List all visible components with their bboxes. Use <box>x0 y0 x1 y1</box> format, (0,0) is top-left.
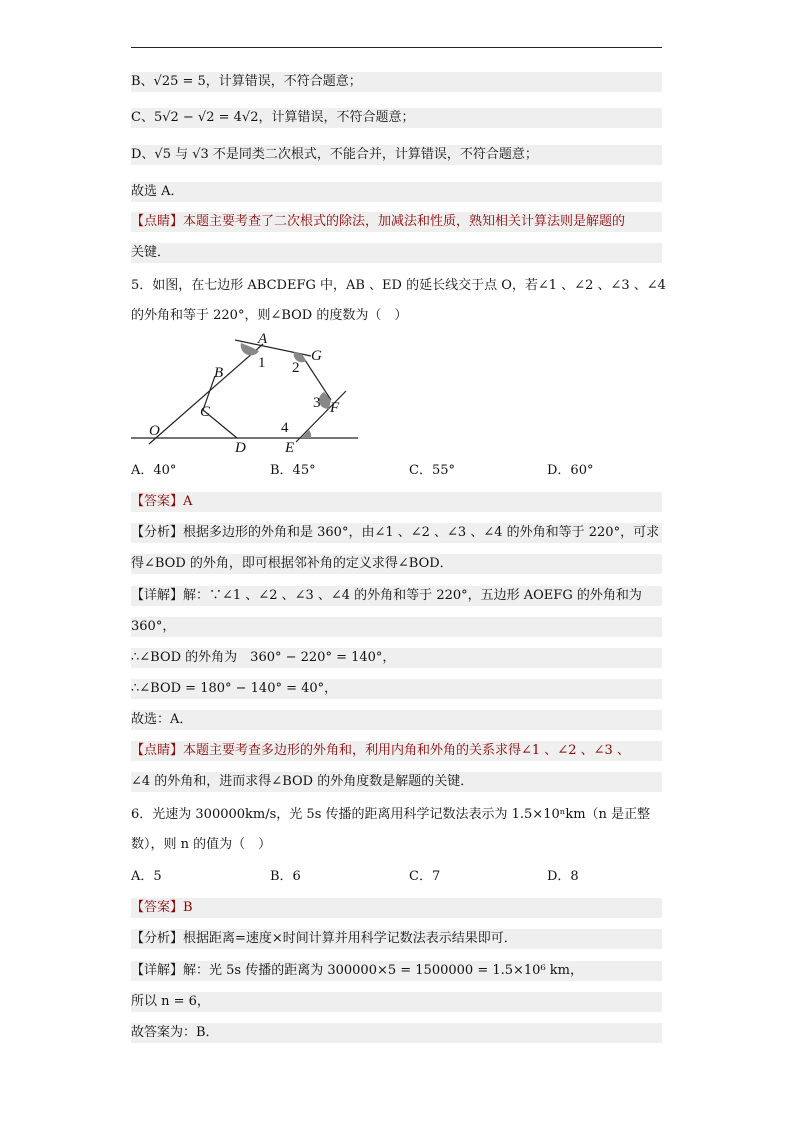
analysis-q5-line1: 【分析】根据多边形的外角和是 360°，由∠1 、∠2 、∠3 、∠4 的外角和等于 220°，可求 <box>131 523 662 543</box>
label-g: G <box>311 348 322 364</box>
question-6-line2: 数），则 n 的值为（ ） <box>131 837 272 852</box>
question-6-line1: 6．光速为 300000km/s，光 5s 传播的距离用科学记数法表示为 1.5×10ⁿkm（n 是正整 <box>131 807 651 822</box>
note-q4-line2: 关键． <box>131 243 662 263</box>
q6-option-c: C．7 <box>409 869 441 884</box>
q5-option-c: C．55° <box>409 463 455 478</box>
q5-option-a: A．40° <box>131 463 177 478</box>
detail-q6-line2: 所以 n = 6， <box>131 992 662 1012</box>
label-b: B <box>214 365 224 381</box>
q5-option-d: D．60° <box>547 463 594 478</box>
label-a: A <box>258 331 268 347</box>
answer-q6: 【答案】B <box>131 898 662 918</box>
header-rule <box>131 47 662 48</box>
answer-q5: 【答案】A <box>131 492 662 512</box>
detail-q5-line1: 【详解】解：∵∠1 、∠2 、∠3 、∠4 的外角和等于 220°，五边形 AOEFG 的外角和为 <box>131 586 662 606</box>
label-f: F <box>330 400 340 416</box>
detail-q6-line1: 【详解】解：光 5s 传播的距离为 300000×5 = 1500000 = 1.5×10⁶ km， <box>131 961 662 981</box>
option-d-explanation: D、√5 与 √3 不是同类二次根式，不能合并，计算错误，不符合题意； <box>131 145 662 165</box>
q6-option-a: A．5 <box>131 869 162 884</box>
option-b-explanation: B、√25 = 5，计算错误，不符合题意； <box>131 72 662 92</box>
detail-q5-line3: ∴∠BOD 的外角为 360° − 220° = 140°， <box>131 648 662 668</box>
q6-option-d: D．8 <box>547 869 579 884</box>
detail-q5-line2: 360°， <box>131 617 662 637</box>
q5-option-b: B．45° <box>270 463 316 478</box>
question-5-line2: 的外角和等于 220°，则∠BOD 的度数为（ ） <box>131 308 408 323</box>
note-q5-line2: ∠4 的外角和，进而求得∠BOD 的外角度数是解题的关键． <box>131 772 662 792</box>
question-5-line1: 5．如图，在七边形 ABCDEFG 中，AB 、ED 的延长线交于点 O，若∠1 、∠2 、∠3 、∠4 <box>131 278 666 293</box>
line-oa <box>149 344 263 444</box>
detail-q6-line3: 故答案为：B． <box>131 1023 662 1043</box>
label-4: 4 <box>281 420 289 436</box>
note-q4-line1: 【点睛】本题主要考查了二次根式的除法，加减法和性质，熟知相关计算法则是解题的 <box>131 212 662 232</box>
analysis-q6: 【分析】根据距离=速度×时间计算并用科学记数法表示结果即可． <box>131 929 662 949</box>
label-3: 3 <box>313 395 321 411</box>
option-c-explanation: C、5√2 − √2 = 4√2，计算错误，不符合题意； <box>131 108 662 128</box>
label-o: O <box>149 423 160 439</box>
label-2: 2 <box>292 360 300 376</box>
choose-line: 故选 A． <box>131 182 662 202</box>
analysis-q5-line2: 得∠BOD 的外角，即可根据邻补角的定义求得∠BOD． <box>131 554 662 574</box>
q6-option-b: B．6 <box>270 869 301 884</box>
label-e: E <box>285 440 295 456</box>
label-d: D <box>235 440 246 456</box>
heptagon-figure <box>131 328 371 458</box>
label-c: C <box>200 404 211 420</box>
detail-q5-line4: ∴∠BOD = 180° − 140° = 40°， <box>131 679 662 699</box>
detail-q5-line5: 故选：A． <box>131 710 662 730</box>
label-1: 1 <box>258 355 266 371</box>
note-q5-line1: 【点睛】本题主要考查多边形的外角和，利用内角和外角的关系求得∠1 、∠2 、∠3 、 <box>131 741 662 761</box>
